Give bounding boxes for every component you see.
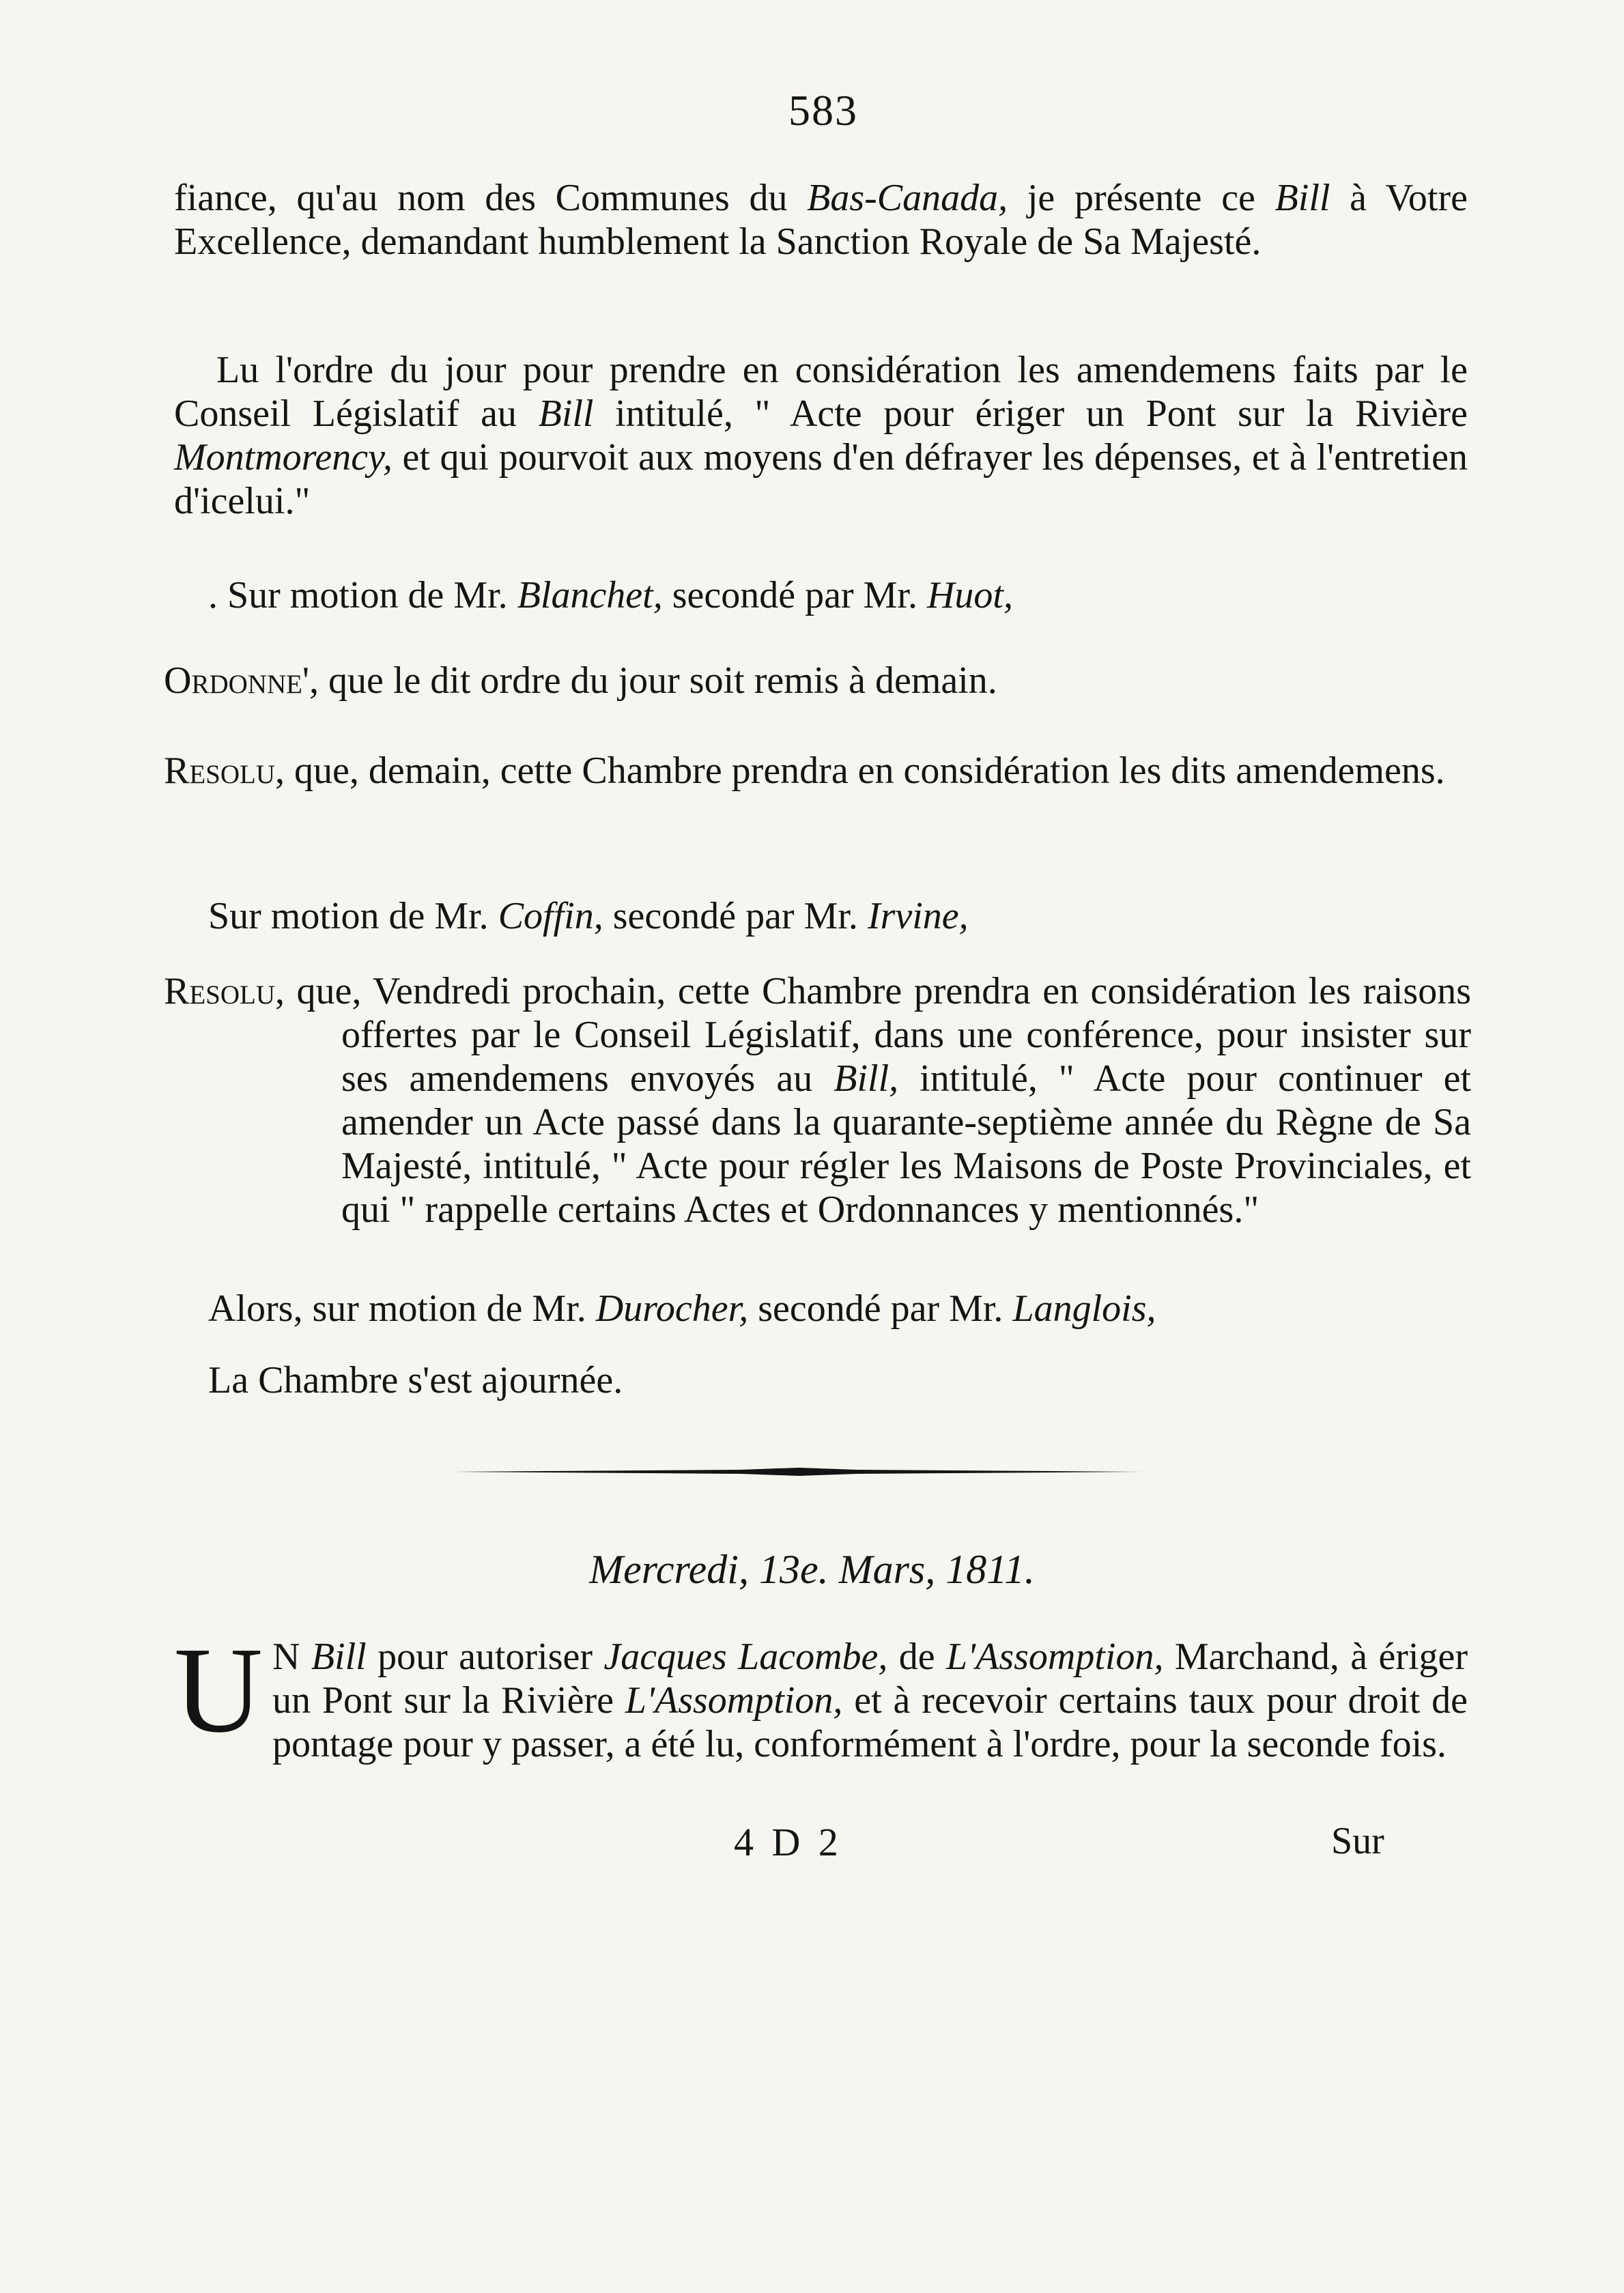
section-divider xyxy=(454,1468,1143,1476)
resolution-label: Resolu, xyxy=(164,970,285,1012)
motion-durocher: Alors, sur motion de Mr. Durocher, secondé par Mr. Langlois, xyxy=(208,1287,1156,1330)
resolution-entry-2: Resolu, que, Vendredi prochain, cette Chambre prendra en considération les raisons offertes par le Conseil Législatif, dans une conférence, pour insister sur ses amendemens envoyés au Bill, intitulé, " Acte pour continuer et amender un Acte passé dans la quarante-septième année du Règne de Sa Majesté, intitulé, " Acte pour régler les Maisons de Poste Provinciales, et qui " rappelle certains Actes et Ordonnances y mentionnés." xyxy=(164,970,1472,1231)
person-name: Jacques Lacombe, xyxy=(603,1636,888,1678)
mover-name: Blanchet, xyxy=(517,574,663,616)
place-name: L'Assomption, xyxy=(946,1636,1164,1678)
bill-word: Bill, xyxy=(834,1057,899,1100)
signature-mark: 4 D 2 xyxy=(734,1820,842,1864)
bill-word: Bill xyxy=(538,393,594,435)
paragraph-order-of-day: Lu l'ordre du jour pour prendre en considération les amendemens faits par le Conseil Législatif au Bill intitulé, " Acte pour ériger un Pont sur la Rivière Montmorency, et qui pourvoit aux moyens d'en défrayer les dépenses, et à l'entretien d'icelui." xyxy=(174,349,1468,522)
mover-name: Coffin, xyxy=(498,895,603,937)
catchword: Sur xyxy=(1331,1820,1384,1862)
river-name: L'Assomption, xyxy=(625,1679,843,1722)
order-entry: Ordonne', que le dit ordre du jour soit remis à demain. xyxy=(164,659,997,702)
drop-cap: U xyxy=(174,1622,263,1758)
seconder-name: Huot, xyxy=(926,574,1013,616)
resolution-entry-1: Resolu, que, demain, cette Chambre prendra en considération les dits amendemens. xyxy=(164,750,1445,792)
bill-word: Bill xyxy=(311,1636,367,1678)
motion-blanchet: . Sur motion de Mr. Blanchet, secondé par Mr. Huot, xyxy=(208,574,1013,616)
place-name: Bas-Canada, xyxy=(807,177,1008,219)
bill-word: Bill xyxy=(1274,177,1330,219)
resolution-label: Resolu, xyxy=(164,750,285,792)
paragraph-sanction: fiance, qu'au nom des Communes du Bas-Canada, je présente ce Bill à Votre Excellence, demandant humblement la Sanction Royale de Sa Majesté. xyxy=(174,177,1468,263)
date-heading: Mercredi, 13e. Mars, 1811. xyxy=(589,1547,1035,1592)
mover-name: Durocher, xyxy=(595,1287,749,1330)
adjournment-line: La Chambre s'est ajournée. xyxy=(208,1359,623,1401)
river-name: Montmorency, xyxy=(174,436,393,479)
order-label: Ordonne', xyxy=(164,659,319,702)
page-number: 583 xyxy=(788,86,858,134)
seconder-name: Langlois, xyxy=(1012,1287,1156,1330)
motion-coffin: Sur motion de Mr. Coffin, secondé par Mr. Irvine, xyxy=(208,895,969,937)
bill-paragraph: U N Bill pour autoriser Jacques Lacombe, de L'Assomption, Marchand, à ériger un Pont sur la Rivière L'Assomption, et à recevoir certains taux pour droit de pontage pour y passer, a été lu, conformément à l'ordre, pour la seconde fois. xyxy=(174,1622,1468,1765)
seconder-name: Irvine, xyxy=(867,895,969,937)
